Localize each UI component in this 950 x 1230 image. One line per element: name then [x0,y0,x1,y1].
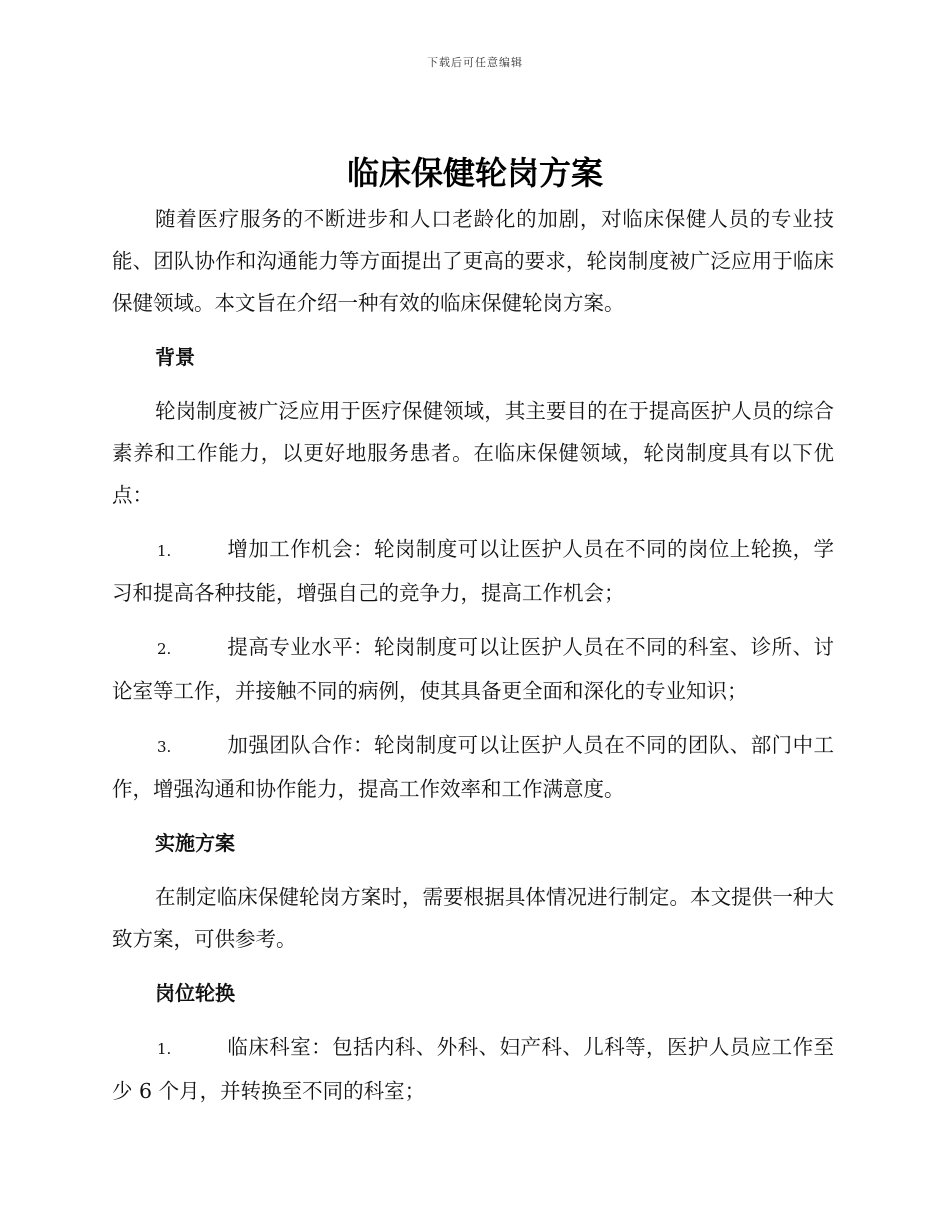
intro-paragraph: 随着医疗服务的不断进步和人口老龄化的加剧，对临床保健人员的专业技能、团队协作和沟通能力等方面提出了更高的要求，轮岗制度被广泛应用于临床保健领域。本文旨在介绍一种有效的临床保健轮岗方案。 [112,207,834,315]
page-title: 临床保健轮岗方案 [346,154,603,192]
implementation-heading: 实施方案 [155,831,235,855]
list-item [112,724,834,810]
list-item [112,626,834,712]
document-body [112,198,834,1112]
header-note: 下载后可任意编辑 [427,56,523,69]
list-number: 2. [157,640,172,658]
list-text: 加强团队合作：轮岗制度可以让医护人员在不同的团队、部门中工作，增强沟通和协作能力，提高工作效率和工作满意度。 [112,733,834,801]
rotation-heading: 岗位轮换 [155,981,235,1005]
list-text: 临床科室：包括内科、外科、妇产科、儿科等，医护人员应工作至少 6 个月，并转换至不同的科室； [112,1035,834,1103]
background-paragraph: 轮岗制度被广泛应用于医疗保健领域，其主要目的在于提高医护人员的综合素养和工作能力，以更好地服务患者。在临床保健领域，轮岗制度具有以下优点： [112,399,834,507]
list-number: 1. [157,542,172,560]
list-text: 增加工作机会：轮岗制度可以让医护人员在不同的岗位上轮换，学习和提高各种技能，增强自己的竞争力，提高工作机会； [112,537,834,605]
implementation-paragraph: 在制定临床保健轮岗方案时，需要根据具体情况进行制定。本文提供一种大致方案，可供参考。 [112,885,834,951]
list-number: 3. [157,738,172,756]
list-number: 1. [157,1040,172,1058]
list-text: 提高专业水平：轮岗制度可以让医护人员在不同的科室、诊所、讨论室等工作，并接触不同的病例，使其具备更全面和深化的专业知识； [112,635,834,703]
list-item [112,1026,834,1112]
background-heading: 背景 [155,345,195,369]
list-item [112,528,834,614]
